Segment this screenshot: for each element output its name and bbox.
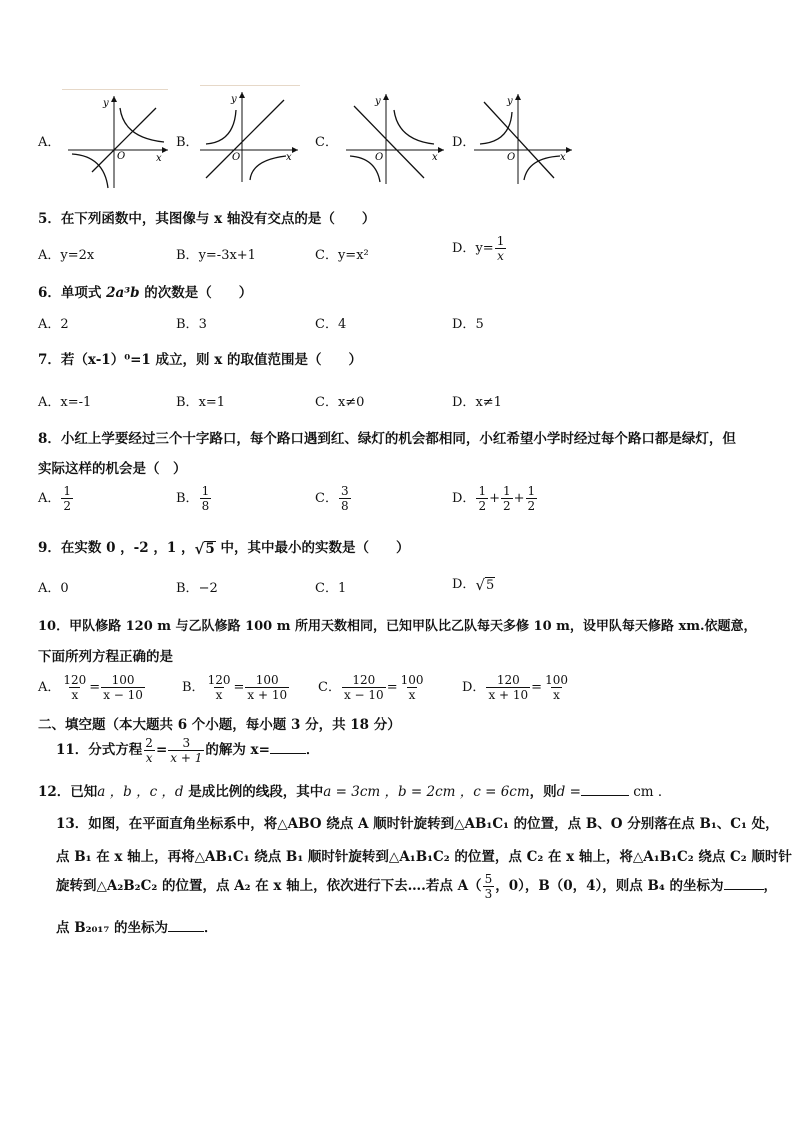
q9-option-a[interactable]: A．0 [38,581,69,596]
q7-option-b[interactable]: B．x=1 [176,395,226,410]
q5-option-d[interactable]: D．y= $\frac{1}{x}$ [452,234,505,263]
svg-text:O: O [507,152,516,163]
svg-text:y: y [507,96,513,107]
q10-stem-line1: 10．甲队修路 120 m 与乙队修路 100 m 所用天数相同，已知甲队比乙队每天多修 10 m，设甲队每天修路 xm.依题意， [38,619,757,634]
q8-option-d[interactable]: D． $\frac{1}{2}$ + $\frac{1}{2}$ + $\frac{1}{2}$ [452,484,536,513]
q13-b4-blank[interactable] [724,889,764,890]
q4-option-b-letter[interactable]: B． [176,135,199,150]
q5-option-b[interactable]: B．y=-3x+1 [176,248,256,263]
q5-option-c[interactable]: C．y=x² [315,248,369,263]
top-decor-line-right [200,85,300,86]
svg-text:x: x [432,152,438,163]
q6-option-c[interactable]: C．4 [315,317,347,332]
q13-b2017-blank[interactable] [168,931,204,932]
q9-option-c[interactable]: C．1 [315,581,347,596]
q10-option-c[interactable]: C． $\frac{120}{x - 10}$ = $\frac{100}{x}$ [318,673,424,702]
q6-option-b[interactable]: B．3 [176,317,207,332]
q4-a-y-label: y [103,98,109,109]
q13-line3: 旋转到△A₂B₂C₂ 的位置，点 A₂ 在 x 轴上，依次进行下去….若点 A（ $\frac{5}{3}$ ，0），B（0，4），则点 B₄ 的坐标为 ， [56,872,778,901]
q7-option-c[interactable]: C．x≠0 [315,395,365,410]
q10-option-a[interactable]: A． $\frac{120}{x}$ = $\frac{100}{x - 10}$ [38,673,143,702]
q4-option-c-letter[interactable]: C． [315,135,338,150]
q5-option-a[interactable]: A．y=2x [38,248,95,263]
q8-option-c[interactable]: C． $\frac{3}{8}$ [315,484,349,513]
q10-option-d[interactable]: D． $\frac{120}{x + 10}$ = $\frac{100}{x}$ [462,673,568,702]
q9-stem: 9．在实数 0 ，-2 ，1 ， √ 5 中，其中最小的实数是（ ） [38,539,410,558]
q9-option-b[interactable]: B．−2 [176,581,218,596]
q11-answer-blank[interactable] [270,753,306,754]
q8-stem-line2: 实际这样的机会是（ ） [38,461,187,477]
q10-option-b[interactable]: B． $\frac{120}{x}$ = $\frac{100}{x + 10}$ [182,673,288,702]
q4-graph-d[interactable] [474,92,574,184]
svg-text:x: x [560,152,566,163]
q6-option-d[interactable]: D．5 [452,317,484,332]
svg-text:O: O [375,152,384,163]
q8-option-a[interactable]: A． $\frac{1}{2}$ [38,484,72,513]
q4-a-origin: O [117,151,126,162]
q13-line1: 13．如图，在平面直角坐标系中，将△ABO 绕点 A 顺时针旋转到△AB₁C₁ 的位置，点 B、O 分别落在点 B₁、C₁ 处， [56,816,779,832]
q6-stem: 6．单项式 2a³b 的次数是（ ） [38,285,253,301]
top-decor-line-left [62,89,168,90]
q4-graph-b[interactable] [200,90,300,182]
q6-option-a[interactable]: A．2 [38,317,69,332]
q7-option-d[interactable]: D．x≠1 [452,395,502,410]
svg-text:y: y [375,96,381,107]
q11-line: 11．分式方程 $\frac{2}{x}$ = $\frac{3}{x + 1}$ 的解为 x= ． [56,736,320,765]
q12-line: 12．已知a ，b ，c ，d 是成比例的线段，其中a = 3cm ，b = 2cm ，c = 6cm，则d = cm ． [38,784,672,800]
q5-stem: 5．在下列函数中，其图像与 x 轴没有交点的是（ ） [38,211,376,227]
svg-text:y: y [231,94,237,105]
q12-answer-blank[interactable] [581,795,629,796]
q10-stem-line2: 下面所列方程正确的是 [38,649,173,665]
svg-text:x: x [286,152,292,163]
q4-graph-a[interactable] [68,94,170,188]
q4-option-a-letter[interactable]: A． [38,135,61,150]
q8-stem-line1: 8．小红上学要经过三个十字路口，每个路口遇到红、绿灯的机会都相同，小红希望小学时经过每个路口都是绿灯，但 [38,431,736,447]
q7-option-a[interactable]: A．x=-1 [38,395,92,410]
q4-a-x-label: x [156,153,162,164]
q9-option-d[interactable]: D． √ 5 [452,575,495,594]
q7-stem: 7．若（x-1）⁰=1 成立，则 x 的取值范围是（ ） [38,352,362,368]
section2-title: 二、填空题（本大题共 6 个小题，每小题 3 分，共 18 分） [38,717,401,733]
svg-text:O: O [232,152,241,163]
q4-option-d-letter[interactable]: D． [452,135,476,150]
q4-graph-c[interactable] [346,92,446,184]
q8-option-b[interactable]: B． $\frac{1}{8}$ [176,484,210,513]
q13-line4: 点 B₂₀₁₇ 的坐标为 ． [56,920,218,936]
q13-line2: 点 B₁ 在 x 轴上，再将△AB₁C₁ 绕点 B₁ 顺时针旋转到△A₁B₁C₂ 的位置，点 C₂ 在 x 轴上，将△A₁B₁C₂ 绕点 C₂ 顺时针 [56,849,792,865]
